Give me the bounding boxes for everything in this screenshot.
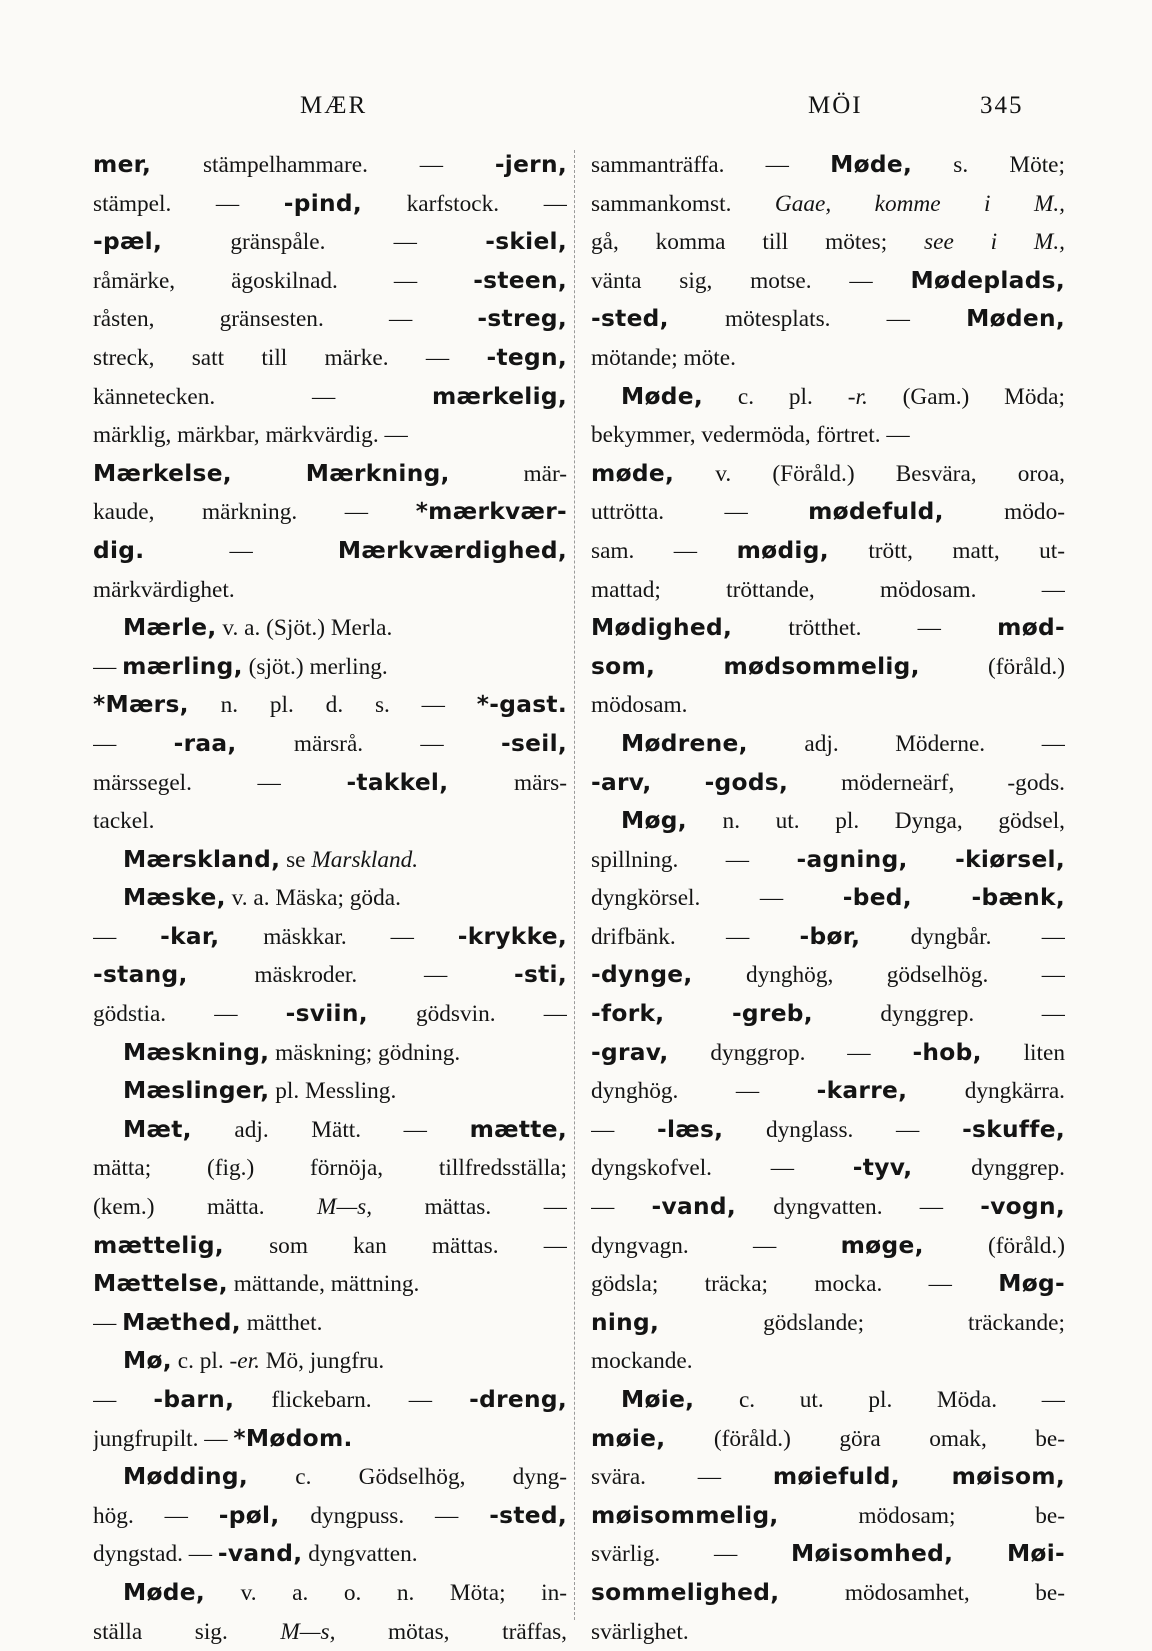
dictionary-line (93, 185, 567, 224)
headword: -krykke, (457, 922, 567, 950)
definition-text: mödosam; be- (778, 1502, 1065, 1529)
headword: *Mærs, (93, 691, 189, 719)
definition-text: råsten, gränsesten. — (93, 306, 478, 333)
definition-text: (föråld.) (923, 1232, 1065, 1259)
definition-text: gödsla; träcka; mocka. — (591, 1271, 999, 1298)
headword: Mærle, (123, 614, 217, 642)
definition-text: streck, satt till märke. — (93, 344, 487, 371)
definition-text: märs- (448, 769, 567, 796)
definition-text: mäskning; gödning. (269, 1039, 461, 1066)
definition-text: se (280, 846, 312, 873)
headword: Møg, (621, 807, 687, 835)
dictionary-line (93, 571, 567, 610)
definition-text: n. pl. d. s. — (188, 692, 477, 719)
dictionary-line (591, 223, 1065, 262)
headword: -greb, (731, 1000, 813, 1028)
definition-text (664, 1001, 732, 1027)
headword: Mættelse, (93, 1270, 228, 1298)
definition-text: (kem.) mätta. (93, 1194, 318, 1221)
dictionary-line (93, 1072, 567, 1111)
definition-text: dyngpuss. — (279, 1502, 490, 1529)
italic-text: -r. (847, 383, 868, 410)
definition-text: sammankomst. (591, 190, 775, 217)
definition-text: märssegel. — (93, 769, 347, 796)
definition-text: stämpelhammare. — (151, 152, 495, 178)
headword: som, (591, 652, 656, 680)
definition-text (232, 461, 306, 487)
dictionary-line (591, 455, 1065, 494)
definition-text: dynghög. — (591, 1078, 817, 1105)
dictionary-line (93, 532, 567, 571)
headword: -dreng, (469, 1386, 567, 1413)
definition-text: — (591, 1194, 652, 1221)
definition-text: c. pl. (171, 1348, 230, 1375)
dictionary-line (93, 1381, 567, 1420)
definition-text: dyngvatten. (302, 1541, 418, 1568)
dictionary-line (591, 879, 1065, 918)
headword: sommelighed, (591, 1578, 780, 1606)
column-divider (574, 150, 576, 1620)
definition-text: mättande, mättning. (227, 1271, 420, 1298)
dictionary-line (591, 1188, 1065, 1227)
dictionary-line (591, 185, 1065, 224)
dictionary-line (591, 262, 1065, 301)
definition-text: dyngvagn. — (591, 1232, 841, 1259)
dictionary-line (591, 725, 1065, 764)
headword: mødefuld, (808, 498, 944, 526)
definition-text: sammanträffa. — (591, 152, 831, 178)
headword: Mødeplads, (910, 266, 1065, 294)
headword: -sti, (513, 961, 567, 989)
definition-text: gå, komma till mötes; (591, 229, 925, 256)
definition-text: mättas. — (372, 1194, 567, 1221)
headword: mer, (93, 151, 152, 178)
definition-text: märsrå. — (236, 730, 502, 757)
right-column (591, 146, 1065, 1651)
dictionary-line (93, 1304, 567, 1343)
definition-text: — (93, 1309, 123, 1336)
dictionary-line (591, 648, 1065, 687)
definition-text: mötas, träffas, (335, 1618, 567, 1645)
definition-text: trötthet. — (732, 615, 998, 642)
definition-text: mötesplats. — (668, 306, 967, 333)
dictionary-line (93, 764, 567, 803)
dictionary-line (93, 1535, 567, 1574)
definition-text: — (144, 537, 338, 564)
headword: Mæthed, (122, 1308, 241, 1336)
headword: -agning, (796, 845, 908, 873)
definition-text: hög. — (93, 1502, 219, 1529)
definition-text: flickebarn. — (234, 1387, 470, 1413)
headword: møde, (591, 459, 675, 487)
headword: møisommelig, (591, 1501, 779, 1529)
dictionary-line (93, 262, 567, 301)
dictionary-line (591, 1497, 1065, 1536)
definition-text: Mö, jungfru. (259, 1348, 385, 1375)
headword: Møie, (621, 1386, 695, 1413)
dictionary-line (591, 1304, 1065, 1343)
italic-text: -er. (229, 1348, 260, 1375)
definition-text: tackel. (93, 808, 155, 835)
headword: Møde, (621, 382, 704, 410)
definition-text: (föråld.) göra omak, be- (665, 1425, 1065, 1452)
headword: -bør, (799, 922, 861, 950)
dictionary-line (93, 609, 567, 648)
headword: *Mødom. (233, 1424, 353, 1452)
definition-text: adj. Möderne. — (747, 730, 1065, 757)
definition-text: dynggrep. — (812, 1001, 1065, 1028)
dictionary-line (93, 455, 567, 494)
headword: -bænk, (971, 884, 1065, 912)
definition-text (908, 847, 955, 873)
definition-text: dyngkärra. (907, 1078, 1065, 1105)
dictionary-line (591, 1111, 1065, 1150)
definition-text: v. a. Mäska; göda. (225, 885, 401, 912)
definition-text: — (93, 653, 123, 680)
definition-text: (föråld.) (919, 653, 1065, 680)
headword: -sted, (489, 1501, 567, 1529)
definition-text: s. Möte; (912, 152, 1065, 178)
headword: -kar, (160, 922, 220, 950)
headword: Møde, (123, 1578, 206, 1606)
definition-text: mödo- (943, 499, 1065, 526)
dictionary-line (93, 918, 567, 957)
definition-text: sam. — (591, 537, 737, 564)
headword: Møi- (1006, 1540, 1065, 1568)
headword: -raa, (173, 729, 237, 757)
definition-text: v. a. (Sjöt.) Merla. (216, 615, 393, 642)
dictionary-line (93, 416, 567, 455)
headword: -stang, (93, 961, 188, 989)
header-right-word: MÖI (808, 92, 863, 119)
definition-text: mätthet. (240, 1309, 323, 1336)
definition-text: märkvärdighet. (93, 576, 235, 603)
dictionary-line (591, 1458, 1065, 1497)
dictionary-line (591, 956, 1065, 995)
headword: mættelig, (93, 1231, 224, 1259)
definition-text: dyngvatten. — (736, 1194, 981, 1221)
italic-text: Gaae, komme i M., (774, 190, 1065, 217)
headword: mætte, (469, 1115, 567, 1143)
definition-text: adj. Mätt. — (191, 1116, 470, 1143)
definition-text: dyngkörsel. — (591, 885, 843, 912)
definition-text: (sjöt.) merling. (242, 653, 388, 680)
dictionary-line (591, 493, 1065, 532)
definition-text: kaude, märkning. — (93, 499, 416, 526)
dictionary-line (93, 802, 567, 841)
headword: -pæl, (93, 228, 163, 256)
definition-text: mockande. (591, 1348, 693, 1375)
headword: -jern, (494, 151, 567, 178)
headword: Mæske, (123, 884, 226, 912)
headword: -takkel, (346, 768, 449, 796)
dictionary-line (591, 686, 1065, 725)
definition-text: drifbänk. — (591, 923, 800, 950)
definition-text (912, 885, 972, 911)
headword: -steen, (473, 266, 567, 294)
definition-text: uttrötta. — (591, 499, 809, 526)
definition-text: råmärke, ägoskilnad. — (93, 267, 474, 294)
headword: -gods, (704, 768, 789, 796)
headword: -streg, (477, 305, 567, 333)
dictionary-line (93, 1342, 567, 1381)
dictionary-line (591, 532, 1065, 571)
headword: møisom, (951, 1463, 1065, 1491)
definition-text: c. Gödselhög, dyng- (248, 1464, 567, 1491)
left-column (93, 146, 567, 1651)
headword: -vand, (217, 1540, 303, 1568)
dictionary-line (591, 1072, 1065, 1111)
dictionary-line (93, 1265, 567, 1304)
definition-text: — (591, 1116, 657, 1143)
headword: -tyv, (852, 1154, 913, 1182)
dictionary-line (591, 1535, 1065, 1574)
headword: -pøl, (218, 1501, 280, 1529)
dictionary-line (93, 146, 567, 185)
italic-text: Marskland. (311, 846, 419, 873)
definition-text: — (93, 730, 174, 757)
definition-text: dynggrop. — (668, 1039, 913, 1066)
definition-text: gödsvin. — (367, 1001, 567, 1028)
dictionary-line (93, 1149, 567, 1188)
headword: *-gast. (476, 691, 567, 719)
dictionary-line (591, 416, 1065, 455)
definition-text: mär- (449, 460, 567, 487)
definition-text: svärlighet. (591, 1618, 689, 1645)
dictionary-line (591, 1149, 1065, 1188)
headword: Mærkelse, (93, 459, 232, 487)
headword: -barn, (153, 1386, 235, 1413)
headword: møiefuld, (772, 1463, 900, 1491)
headword: Mærkning, (305, 459, 450, 487)
headword: -fork, (591, 1000, 665, 1028)
definition-text: kännetecken. — (93, 383, 432, 410)
italic-text: M—s, (280, 1618, 336, 1645)
dictionary-line (591, 1342, 1065, 1381)
definition-text: mattad; tröttande, mödosam. — (591, 576, 1065, 603)
headword: *mærkvær- (415, 498, 567, 526)
dictionary-line (591, 609, 1065, 648)
definition-text: karfstock. — (362, 190, 567, 217)
headword: dig. (93, 536, 145, 564)
definition-text: v. (Föråld.) Besvära, oroa, (674, 460, 1065, 487)
definition-text: pl. Messling. (269, 1078, 397, 1105)
dictionary-line (591, 1034, 1065, 1073)
dictionary-line (93, 956, 567, 995)
headword: -grav, (591, 1038, 669, 1066)
dictionary-line (591, 378, 1065, 417)
dictionary-line (93, 686, 567, 725)
definition-text: gödslande; träckande; (659, 1309, 1065, 1336)
headword: Mærkværdighed, (337, 536, 567, 564)
dictionary-line (93, 995, 567, 1034)
definition-text: dynghög, gödselhög. — (692, 962, 1065, 989)
dictionary-line (93, 1420, 567, 1459)
dictionary-line (591, 995, 1065, 1034)
headword: -skiel, (485, 228, 567, 256)
dictionary-line (93, 725, 567, 764)
dictionary-line (93, 300, 567, 339)
page-number: 345 (980, 92, 1024, 119)
dictionary-line (93, 1111, 567, 1150)
definition-text: mäskroder. — (187, 962, 514, 989)
headword: mærling, (122, 652, 243, 680)
headword: møie, (591, 1424, 666, 1452)
dictionary-line (93, 493, 567, 532)
headword: -hob, (912, 1038, 982, 1066)
headword: Møg- (998, 1270, 1065, 1298)
headword: Mæslinger, (123, 1077, 270, 1105)
dictionary-line (591, 146, 1065, 185)
headword: -skuffe, (962, 1115, 1065, 1143)
headword: mødsommelig, (723, 652, 920, 680)
dictionary-line (93, 1034, 567, 1073)
definition-text: — (93, 923, 161, 950)
definition-text: gränspåle. — (162, 229, 486, 256)
definition-text: dyngskofvel. — (591, 1155, 853, 1182)
headword: ning, (591, 1308, 660, 1336)
running-header (0, 92, 1152, 136)
dictionary-line (93, 1613, 567, 1651)
definition-text: (Gam.) Möda; (867, 383, 1065, 410)
headword: -vand, (651, 1193, 736, 1221)
headword: mødig, (736, 536, 829, 564)
headword: -sted, (591, 305, 669, 333)
headword: møge, (840, 1231, 924, 1259)
dictionary-line (93, 648, 567, 687)
dictionary-line (591, 764, 1065, 803)
definition-text: mötande; möte. (591, 344, 736, 371)
dictionary-line (93, 841, 567, 880)
dictionary-line (591, 1381, 1065, 1420)
dictionary-line (93, 1458, 567, 1497)
dictionary-line (93, 1227, 567, 1266)
definition-text: — (93, 1387, 154, 1413)
dictionary-line (93, 223, 567, 262)
definition-text: dynggrep. (912, 1155, 1065, 1182)
definition-text (900, 1464, 952, 1490)
headword: -bed, (842, 884, 912, 912)
headword: -sviin, (285, 1000, 368, 1028)
dictionary-line (93, 339, 567, 378)
definition-text: mätta; (fig.) förnöja, tillfredsställa; (93, 1155, 567, 1182)
italic-text: M—s, (317, 1194, 373, 1221)
definition-text: jungfrupilt. — (93, 1425, 234, 1452)
headword: mød- (997, 614, 1065, 642)
dictionary-line (591, 841, 1065, 880)
headword: -karre, (816, 1077, 908, 1105)
headword: Mæskning, (123, 1038, 270, 1066)
dictionary-line (591, 300, 1065, 339)
headword: -arv, (591, 768, 652, 796)
definition-text: märklig, märkbar, märkvärdig. — (93, 422, 408, 449)
definition-text (953, 1541, 1007, 1567)
headword: Mærskland, (123, 845, 281, 873)
italic-text: see i M., (924, 229, 1065, 256)
dictionary-line (591, 1613, 1065, 1651)
definition-text: liten (981, 1039, 1065, 1066)
headword: Mø, (123, 1347, 172, 1375)
headword: -dynge, (591, 961, 693, 989)
headword: -seil, (501, 729, 567, 757)
definition-text: spillning. — (591, 846, 797, 873)
definition-text: stämpel. — (93, 190, 284, 217)
headword: Møde, (830, 151, 913, 178)
definition-text: n. ut. pl. Dynga, gödsel, (686, 808, 1065, 835)
definition-text: dynglass. — (723, 1116, 963, 1143)
dictionary-line (591, 1574, 1065, 1613)
definition-text: gödstia. — (93, 1001, 286, 1028)
definition-text: c. pl. (703, 383, 848, 410)
definition-text: dyngbår. — (860, 923, 1065, 950)
header-left-word: MÆR (300, 92, 368, 119)
dictionary-line (591, 802, 1065, 841)
dictionary-line (591, 1265, 1065, 1304)
headword: mærkelig, (431, 382, 567, 410)
headword: Mødighed, (591, 614, 733, 642)
dictionary-line (93, 1497, 567, 1536)
definition-text: mödosam. (591, 692, 688, 719)
definition-text: bekymmer, vedermöda, förtret. — (591, 422, 910, 449)
definition-text: möderneärf, -gods. (788, 769, 1065, 796)
headword: Møden, (966, 305, 1065, 333)
definition-text: mäskkar. — (219, 923, 458, 950)
definition-text: dyngstad. — (93, 1541, 218, 1568)
definition-text: c. ut. pl. Möda. — (694, 1387, 1065, 1413)
headword: Møisomhed, (790, 1540, 954, 1568)
headword: Mæt, (123, 1115, 192, 1143)
dictionary-line (591, 1420, 1065, 1459)
definition-text: som kan mättas. — (223, 1232, 567, 1259)
headword: -læs, (657, 1115, 724, 1143)
dictionary-line (93, 879, 567, 918)
headword: -tegn, (486, 343, 567, 371)
dictionary-line (591, 571, 1065, 610)
headword: Mødrene, (621, 729, 748, 757)
definition-text: svära. — (591, 1464, 773, 1491)
headword: -kiørsel, (955, 845, 1065, 873)
headword: Mødding, (123, 1463, 249, 1491)
dictionary-line (591, 1227, 1065, 1266)
dictionary-line (93, 1574, 567, 1613)
definition-text: v. a. o. n. Möta; in- (205, 1579, 567, 1606)
dictionary-line (93, 1188, 567, 1227)
headword: -vogn, (980, 1193, 1065, 1221)
definition-text: ställa sig. (93, 1618, 281, 1645)
definition-text: trött, matt, ut- (828, 537, 1065, 564)
dictionary-line (591, 339, 1065, 378)
definition-text (652, 770, 705, 796)
definition-text (655, 654, 723, 680)
dictionary-line (591, 918, 1065, 957)
dictionary-line (93, 378, 567, 417)
definition-text: vänta sig, motse. — (591, 267, 911, 294)
definition-text: mödosamhet, be- (779, 1579, 1065, 1606)
headword: -pind, (283, 189, 363, 217)
definition-text: svärlig. — (591, 1541, 791, 1568)
